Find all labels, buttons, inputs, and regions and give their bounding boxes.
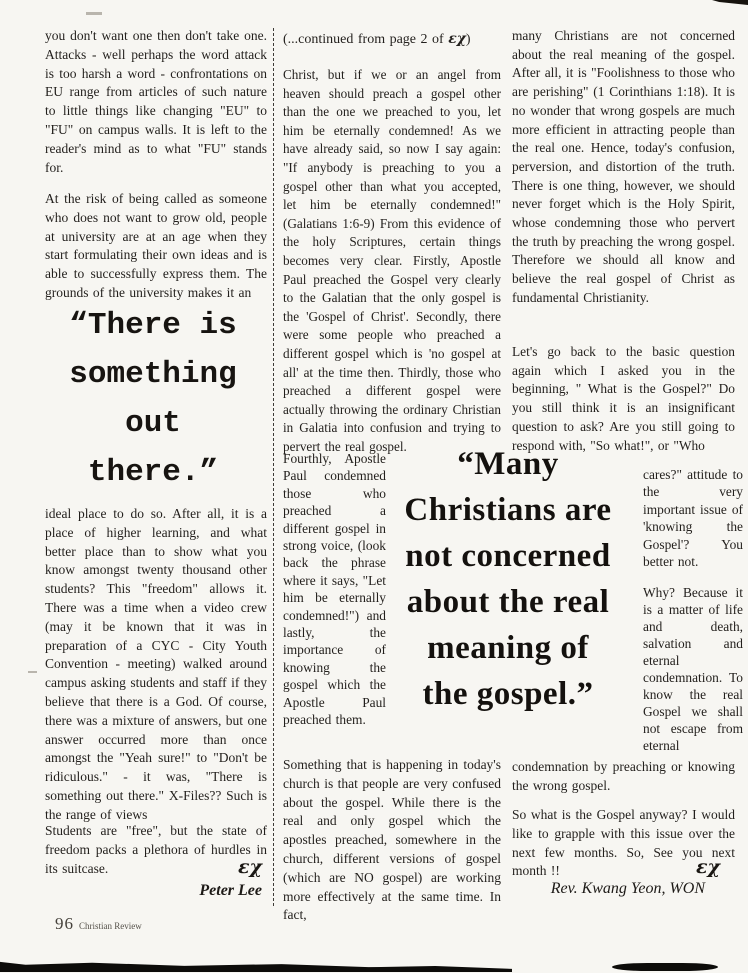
continued-from-note xyxy=(283,30,501,50)
left-column-paragraph-3: ideal place to do so. After all, it is a place of higher learning, and what better place than to show what you know amongst twenty thousand other students? This "freedom" allows it. There was a time when a video crew (may it be known that it was in preparation of a CYC - City Youth Convention - meeting) walked around campus asking students and staff if they believe that there is a God. Of course, there was a mixture of answers, but one answer occurred more than once amongst the "Yeah sure!" to "Don't be ridiculous." - it was, "There is something out there." X-Files?? Such is the range of views xyxy=(45,506,267,822)
pull-quote-center-line: meaning of xyxy=(427,630,589,666)
right-column-paragraph-4: So what is the Gospel anyway? I would like to grapple with this issue over the next few months. So, See you next month !! xyxy=(512,807,735,879)
column-divider-rule xyxy=(273,28,274,906)
right-column-paragraph-2: Let's go back to the basic question again which I asked you in the beginning, " What is the Gospel?" Do you still think it is an insignificant question to ask? Are you still going to respond with, "So what!", or "Who xyxy=(512,344,735,453)
pull-quote-center-line: Christians are xyxy=(404,492,612,528)
author-signature-right: Rev. Kwang Yeon, WON xyxy=(550,880,705,897)
right-column-paragraph-2-narrow: cares?" attitude to the very important issue of 'knowing the Gospel'? You better not. xyxy=(643,467,743,570)
pull-quote-center-line: about the real xyxy=(406,584,610,620)
continued-from-text-close: ) xyxy=(465,32,471,47)
page-number: 96 xyxy=(55,914,74,933)
middle-column-paragraph-1-narrow: Fourthly, Apostle Paul condemned those who preached a different gospel in strong voice, (look back the phrase where it says, "Let him be eternally condemned!") and lastly, the importance of knowing the gospel which the Apostle Paul preached them. xyxy=(283,451,386,728)
left-column-paragraph-2: At the risk of being called as someone who does not want to grow old, people at university are at an age when they start formulating their own ideas and is able to successfully express them. The grounds of the university makes it an xyxy=(45,191,267,300)
ex-magazine-logo-icon: εχ xyxy=(237,856,262,878)
middle-column-paragraph-1: Christ, but if we or an angel from heaven should preach a gospel other than the one we preached to you, let him be eternally condemned! As we have already said, so now I say again: "If anybody is preaching to you a gospel other than what you accepted, let him be eternally condemned!" (Galatians 1:6-9) From this evidence of the holy Scriptures, certain things becomes very clear. Firstly, Apostle Paul preached the Gospel very clearly to the Galatian that the only gospel is the 'Gospel of Christ'. Secondly, there were some people who preached a different gospel which is 'no gospel at all' at the time then. Thirdly, those who preached a different gospel were actually throwing the ordinary Christian in Galatia into confusion and trying to pervert the real gospel. xyxy=(283,67,501,454)
pull-quote-left-line: something xyxy=(69,357,237,392)
right-column-paragraph-3: condemnation by preaching or knowing the wrong gospel. xyxy=(512,759,735,793)
left-column-paragraph-1: you don't want one then don't take one. Attacks - well perhaps the word attack is too harsh a word - confrontations on EU range from articles of such nature to little things like changing "EU" to "FU" on campus walls. It is left to the reader's mind as to what "FU" stands for. xyxy=(45,28,267,175)
scan-speck xyxy=(28,671,37,673)
ex-magazine-logo-icon: εχ xyxy=(448,31,466,47)
scan-edge-artifact xyxy=(612,963,718,971)
pull-quote-left xyxy=(34,301,272,497)
middle-column-paragraph-2: Something that is happening in today's church is that people are very confused about the gospel. While there is the real and only gospel which the apostles preached, somewhere in the church, different versions of gospel (which are NO gospel) are working more effectively at the same time. In fact, xyxy=(283,757,501,923)
scan-corner-artifact xyxy=(712,0,748,5)
scan-edge-artifact xyxy=(0,961,512,972)
pull-quote-left-line: “There is xyxy=(69,308,237,343)
pull-quote-center-line: not concerned xyxy=(405,538,611,574)
pull-quote-center-line: the gospel.” xyxy=(422,676,594,712)
page-footer xyxy=(55,914,142,934)
pull-quote-center xyxy=(372,441,644,717)
right-column-paragraph-3-narrow: Why? Because it is a matter of life and death, salvation and eternal condemnation. To know the real Gospel we shall not escape from eternal xyxy=(643,585,743,753)
ex-magazine-logo-icon: εχ xyxy=(695,856,720,878)
author-signature-left: Peter Lee xyxy=(199,882,262,899)
pull-quote-center-line: “Many xyxy=(457,446,559,482)
pull-quote-left-line: there.” xyxy=(87,455,219,490)
publication-name: Christian Review xyxy=(79,921,142,931)
continued-from-text: (...continued from page 2 of xyxy=(283,32,449,47)
pull-quote-left-line: out xyxy=(125,406,181,441)
scan-speck xyxy=(86,12,102,15)
left-column-paragraph-4: Students are "free", but the state of freedom packs a plethora of hurdles in its suitcase. xyxy=(45,823,267,876)
right-column-paragraph-1: many Christians are not concerned about the real meaning of the gospel. After all, it is "Foolishness to those who are perishing" (1 Corinthians 1:18). It is no wonder that wrong gospels are much more efficient in attracting people than the real one. Hence, today's confusion, perversion, and distortion of the truth. There is one thing, however, we should never forget which is the Holy Spirit, whose condemning those who pervert the truth by preaching the wrong gospel. Therefore we should all know and believe the real gospel of Christ as fundamental Christianity. xyxy=(512,28,735,305)
